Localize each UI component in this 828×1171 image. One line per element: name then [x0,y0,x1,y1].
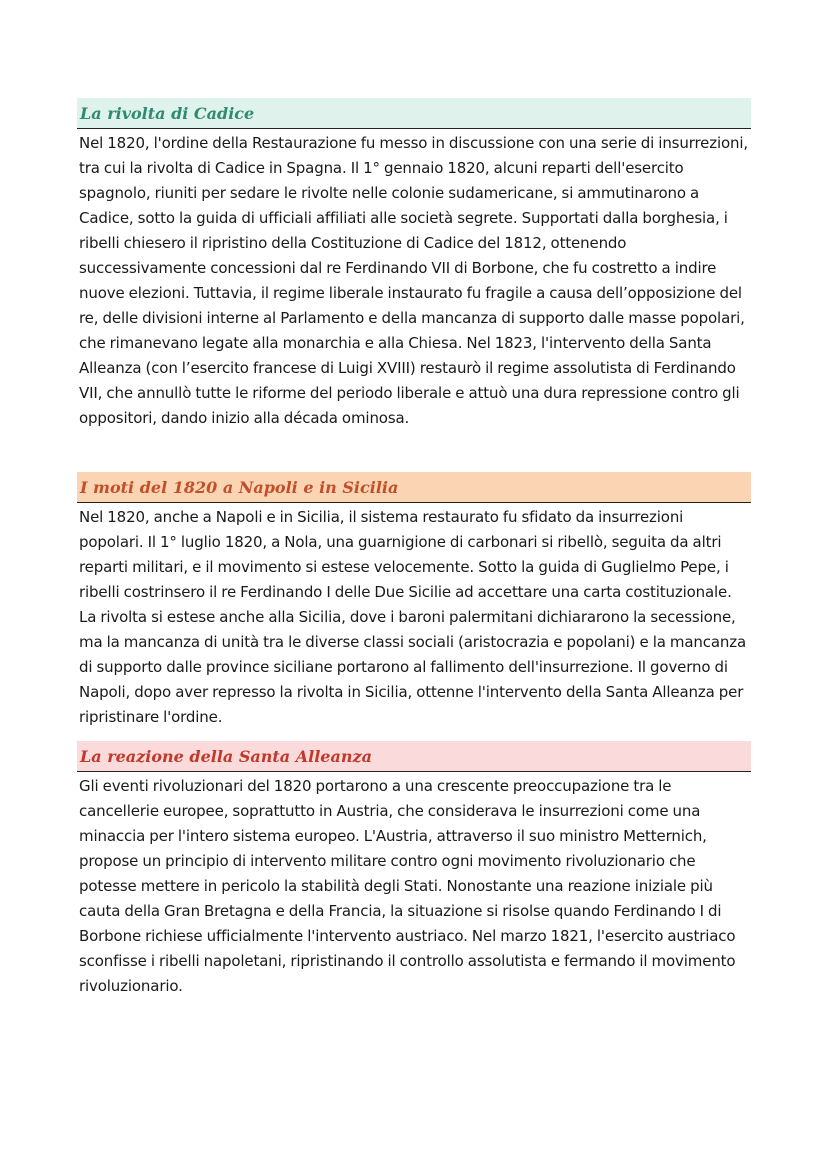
section-moti-napoli-sicilia [77,472,751,730]
section-rivolta-di-cadice [77,98,751,431]
section-heading: I moti del 1820 a Napoli e in Sicilia [77,472,751,503]
section-body: Gli eventi rivoluzionari del 1820 portarono a una crescente preoccupazione tra le cancellerie europee, soprattutto in Austria, che considerava le insurrezioni come una minaccia per l'intero sistema europeo. L'Austria, attraverso il suo ministro Metternich, propose un principio di intervento militare contro ogni movimento rivoluzionario che potesse mettere in pericolo la stabilità degli Stati. Nonostante una reazione iniziale più cauta della Gran Bretagna e della Francia, la situazione si risolse quando Ferdinando I di Borbone richiese ufficialmente l'intervento austriaco. Nel marzo 1821, l'esercito austriaco sconfisse i ribelli napoletani, ripristinando il controllo assolutista e fermando il movimento rivoluzionario. [79,777,736,995]
section-heading: La reazione della Santa Alleanza [77,741,751,772]
section-body: Nel 1820, l'ordine della Restaurazione fu messo in discussione con una serie di insurrezioni, tra cui la rivolta di Cadice in Spagna. Il 1° gennaio 1820, alcuni reparti dell'esercito spagnolo, riuniti per sedare le rivolte nelle colonie sudamericane, si ammutinarono a Cadice, sotto la guida di ufficiali affiliati alle società segrete. Supportati dalla borghesia, i ribelli chiesero il ripristino della Costituzione di Cadice del 1812, ottenendo successivamente concessioni dal re Ferdinando VII di Borbone, che fu costretto a indire nuove elezioni. Tuttavia, il regime liberale instaurato fu fragile a causa dell’opposizione del re, delle divisioni interne al Parlamento e della mancanza di supporto dalle masse popolari, che rimanevano legate alla monarchia e alla Chiesa. Nel 1823, l'intervento della Santa Alleanza (con l’esercito francese di Luigi XVIII) restaurò il regime assolutista di Ferdinando VII, che annullò tutte le riforme del periodo liberale e attuò una dura repressione contro gli oppositori, dando inizio alla década ominosa. [79,134,748,427]
section-reazione-santa-alleanza [77,741,751,999]
section-heading: La rivolta di Cadice [77,98,751,129]
section-body: Nel 1820, anche a Napoli e in Sicilia, il sistema restaurato fu sfidato da insurrezioni popolari. Il 1° luglio 1820, a Nola, una guarnigione di carbonari si ribellò, seguita da altri reparti militari, e il movimento si estese velocemente. Sotto la guida di Guglielmo Pepe, i ribelli costrinsero il re Ferdinando I delle Due Sicilie ad accettare una carta costituzionale. La rivolta si estese anche alla Sicilia, dove i baroni palermitani dichiararono la secessione, ma la mancanza di unità tra le diverse classi sociali (aristocrazia e popolani) e la mancanza di supporto dalle province siciliane portarono al fallimento dell'insurrezione. Il governo di Napoli, dopo aver represso la rivolta in Sicilia, ottenne l'intervento della Santa Alleanza per ripristinare l'ordine. [79,508,746,726]
